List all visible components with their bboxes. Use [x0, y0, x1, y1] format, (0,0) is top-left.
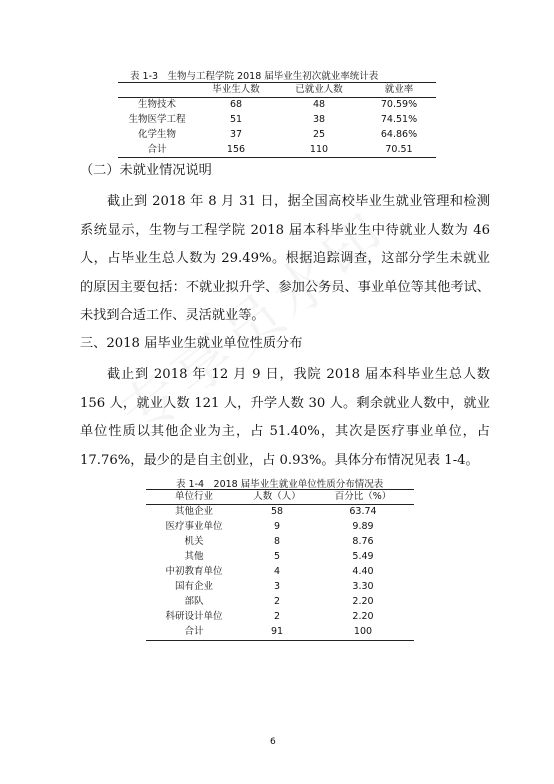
table-1-3-bottom-rule: [118, 157, 436, 158]
table-cell: 63.74: [349, 506, 377, 517]
table-1-3: [118, 82, 436, 157]
table-cell: 中初教育单位: [165, 566, 223, 577]
table-cell: 生物技术: [137, 99, 176, 110]
table-cell: 医疗事业单位: [165, 521, 223, 532]
table-cell: 156: [226, 144, 246, 155]
table-row: [146, 609, 414, 624]
table-cell: 合计: [147, 144, 167, 155]
paragraph-text: 截止到 2018 年 12 月 9 日，我院 2018 届本科毕业生总人数 156 人，就业人数 121 人，升学人数 30 人。剩余就业人数中，就业单位性质以其他企业为主，占 51.40%，其次是医疗事业单位，占 17.76%，最少的是自主创业，占 0.93%。具体分布情况见表 1-4。: [80, 367, 490, 468]
section-heading: （二）未就业情况说明: [80, 163, 212, 178]
table-cell: 科研设计单位: [165, 611, 223, 622]
table-row: [118, 97, 436, 112]
table-cell: 51: [229, 114, 243, 125]
table-cell: 58: [270, 506, 284, 517]
table-cell: 2: [273, 596, 281, 607]
table-cell: 8: [273, 536, 281, 547]
table-row: [118, 127, 436, 142]
table-total-row: [118, 142, 436, 157]
column-header: 百分比（%）: [334, 491, 392, 502]
table-cell: 64.86%: [380, 129, 418, 140]
table-cell: 3: [273, 581, 281, 592]
table-cell: 68: [229, 99, 243, 110]
column-header: 人数（人）: [253, 491, 301, 502]
column-header: 毕业生人数: [212, 84, 260, 95]
table-row: [146, 534, 414, 549]
table-cell: 70.59%: [380, 99, 418, 110]
table-cell: 9.89: [352, 521, 374, 532]
table-row: [118, 112, 436, 127]
table-cell: 5: [273, 551, 281, 562]
column-header: [118, 82, 196, 97]
table-cell: 70.51: [385, 144, 413, 155]
table-cell: 机关: [184, 536, 204, 547]
table-row: [146, 594, 414, 609]
table-cell: 8.76: [352, 536, 374, 547]
table-cell: 37: [229, 129, 243, 140]
table-cell: 2.20: [352, 596, 374, 607]
table-cell: 生物医学工程: [128, 114, 186, 125]
table-total-row: [146, 624, 414, 639]
table-cell: 3.30: [352, 581, 374, 592]
table-1-4-bottom-rule: [146, 640, 414, 641]
table-cell: 100: [353, 626, 373, 637]
table-cell: 110: [309, 144, 329, 155]
table-cell: 4.40: [352, 566, 374, 577]
table-cell: 9: [273, 521, 281, 532]
body-paragraph: [80, 361, 490, 475]
column-header: 就业率: [384, 84, 414, 95]
table-header-row: [118, 82, 436, 97]
table-1-4: [146, 489, 414, 639]
table-cell: 38: [312, 114, 326, 125]
table-row: [146, 504, 414, 519]
table-cell: 部队: [184, 596, 204, 607]
table-cell: 25: [312, 129, 326, 140]
table-row: [146, 564, 414, 579]
table-cell: 国有企业: [174, 581, 213, 592]
table-cell: 其他企业: [174, 506, 213, 517]
table-cell: 2: [273, 611, 281, 622]
table-cell: 化学生物: [137, 129, 176, 140]
table-cell: 74.51%: [380, 114, 418, 125]
section-heading: 三、2018 届毕业生就业单位性质分布: [80, 336, 303, 351]
table-row: [146, 519, 414, 534]
page-number: 6: [270, 737, 276, 747]
table-1-4-caption: 表 1-4 2018 届毕业生就业单位性质分布情况表: [176, 479, 384, 490]
table-header-row: [146, 489, 414, 504]
table-1-3-caption: 表 1-3 生物与工程学院 2018 届毕业生初次就业率统计表: [130, 71, 379, 82]
table-cell: 2.20: [352, 611, 374, 622]
table-row: [146, 549, 414, 564]
column-header: 单位行业: [174, 491, 213, 502]
table-cell: 合计: [184, 626, 204, 637]
table-cell: 4: [273, 566, 281, 577]
table-cell: 91: [270, 626, 284, 637]
table-row: [146, 579, 414, 594]
table-cell: 48: [312, 99, 326, 110]
table-cell: 其他: [184, 551, 204, 562]
paragraph-text: 截止到 2018 年 8 月 31 日，据全国高校毕业生就业管理和检测系统显示，生物与工程学院 2018 届本科毕业生中待就业人数为 46 人，占毕业生总人数为 29.49%。根据追踪调查，这部分学生未就业的原因主要包括：不就业拟升学、参加公务员、事业单位等其他考试、未找到合适工作、灵活就业等。: [80, 194, 490, 323]
table-cell: 5.49: [352, 551, 374, 562]
column-header: 已就业人数: [295, 84, 343, 95]
body-paragraph: [80, 188, 490, 331]
